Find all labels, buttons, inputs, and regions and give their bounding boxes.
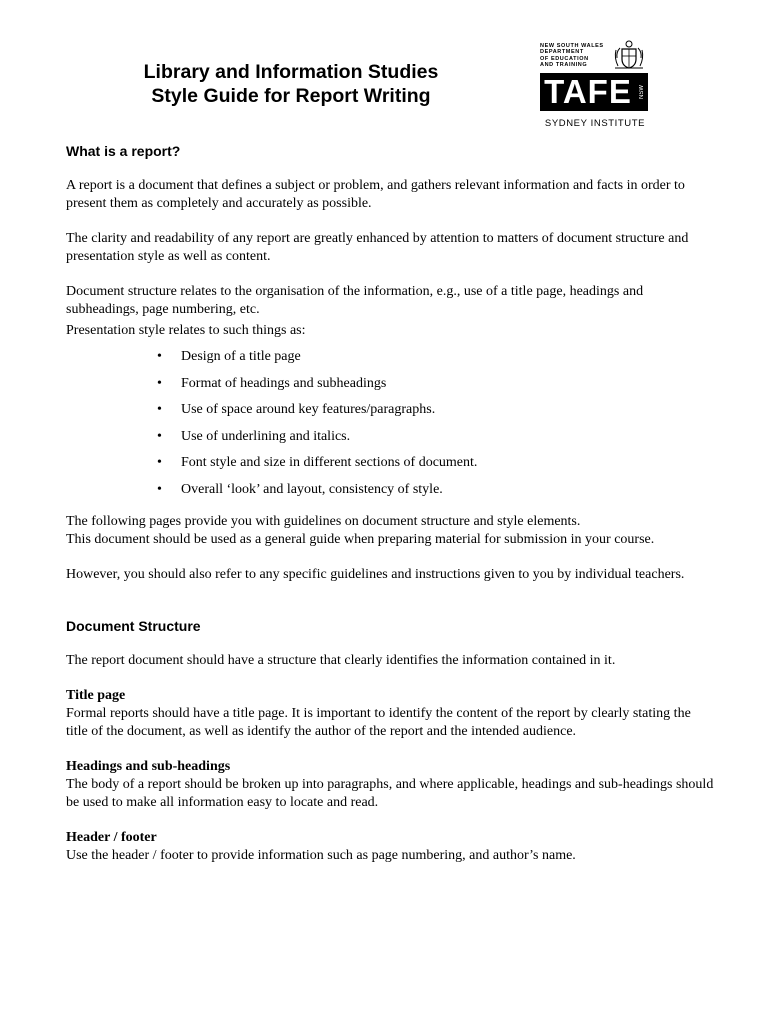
dept-line: DEPARTMENT <box>540 49 584 56</box>
institute-name: SYDNEY INSTITUTE <box>544 118 646 129</box>
department-text <box>540 43 602 69</box>
subsection-title-page <box>66 687 716 741</box>
subsection-headings <box>66 758 716 812</box>
document-body <box>66 142 716 865</box>
paragraph: The following pages provide you with guidelines on document structure and style elements. <box>66 513 581 529</box>
list-item: • Design of a title page <box>66 348 716 366</box>
nsw-label: NSW <box>639 85 645 99</box>
subsection-header-footer <box>66 829 716 865</box>
tafe-brand-box <box>540 73 648 111</box>
dept-line: AND TRAINING <box>540 62 588 69</box>
dept-line: OF EDUCATION <box>540 55 589 62</box>
presentation-style-list <box>66 348 716 499</box>
title-line-1: Library and Information Studies <box>143 61 439 83</box>
paragraph: Document structure relates to the organisation of the information, e.g., use of a title page, headings and subheadings, page numbering, etc. <box>66 284 644 317</box>
list-item: • Format of headings and subheadings <box>66 375 716 393</box>
dept-line: NEW SOUTH WALES <box>540 43 604 49</box>
section-heading-what-is-report: What is a report? <box>66 143 181 159</box>
coat-of-arms-icon <box>612 40 646 70</box>
paragraph: The clarity and readability of any report are greatly enhanced by attention to matters of document structure and presentation style as well as content. <box>66 231 689 264</box>
subheading: Headings and sub-headings <box>66 758 231 774</box>
title-line-2: Style Guide for Report Writing <box>151 85 431 107</box>
list-item: • Font style and size in different sections of document. <box>66 454 716 472</box>
list-item: • Overall ‘look’ and layout, consistency of style. <box>66 481 716 499</box>
section-heading-document-structure: Document Structure <box>66 617 201 634</box>
paragraph: Use the header / footer to provide information such as page numbering, and author’s name. <box>66 847 576 863</box>
document-title <box>0 60 582 108</box>
subheading: Title page <box>66 687 126 703</box>
subheading: Header / footer <box>66 829 157 845</box>
paragraph: Presentation style relates to such things as: <box>66 323 306 338</box>
tafe-wordmark: TAFE <box>544 73 632 110</box>
paragraph: The body of a report should be broken up into paragraphs, and where applicable, headings and sub-headings should be used to make all information easy to locate and read. <box>66 776 714 810</box>
paragraph: A report is a document that defines a subject or problem, and gathers relevant information and facts in order to present them as completely and accurately as possible. <box>66 178 685 211</box>
paragraph: The report document should have a structure that clearly identifies the information contained in it. <box>66 652 616 668</box>
paragraph: This document should be used as a general guide when preparing material for submission in your course. <box>66 531 655 547</box>
paragraph: However, you should also refer to any specific guidelines and instructions given to you by individual teachers. <box>66 566 685 582</box>
tafe-logo <box>540 40 652 130</box>
list-item: • Use of space around key features/paragraphs. <box>66 401 716 419</box>
list-item: • Use of underlining and italics. <box>66 428 716 446</box>
paragraph: Formal reports should have a title page. It is important to identify the content of the report by clearly stating the title of the document, as well as identify the author of the report and the intended audience. <box>66 705 691 739</box>
